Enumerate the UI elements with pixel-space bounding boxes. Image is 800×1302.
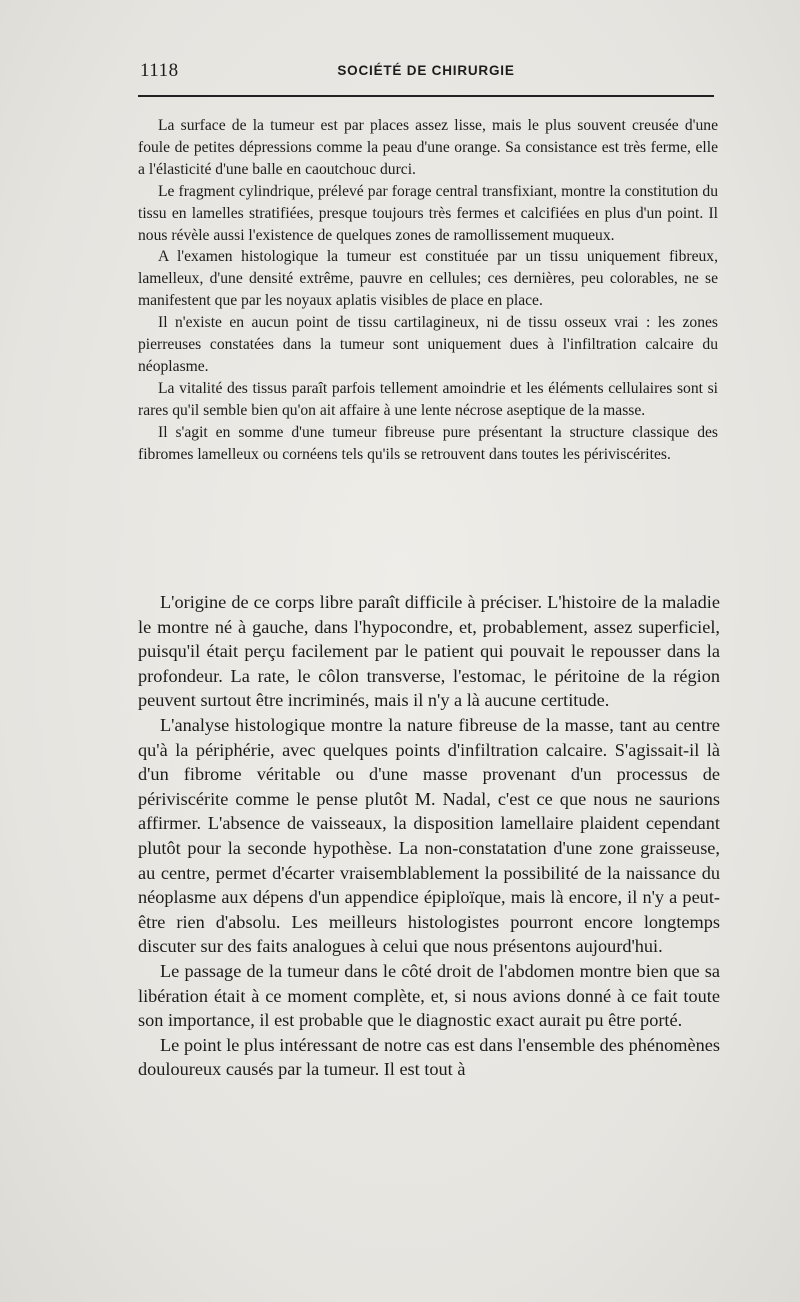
tumor-description-section [138,115,718,466]
running-head: SOCIÉTÉ DE CHIRURGIE [337,63,515,78]
page-header [138,56,714,86]
paragraph-histology: A l'examen histologique la tumeur est constituée par un tissu uniquement fibreux, lamelleux, d'une densité extrême, pauvre en cellules; ces dernières, peu colorables, ne se manifestent que par les noyaux aplatis visibles de place en place. [138,248,718,310]
paragraph-summary: Il s'agit en somme d'une tumeur fibreuse pure présentant la structure classique des fibromes lamelleux ou cornéens tels qu'ils se retrouvent dans toutes les périviscérites. [138,423,718,463]
paragraph-pain: Le point le plus intéressant de notre cas est dans l'ensemble des phénomènes douloureux causés par la tumeur. Il est tout à [138,1034,720,1080]
paragraph-surface: La surface de la tumeur est par places assez lisse, mais le plus souvent creusée d'une foule de petites dépressions comme la peau d'une orange. Sa consistance est très ferme, elle a l'élasticité d'une balle en caoutchouc durci. [138,117,718,178]
paragraph-passage: Le passage de la tumeur dans le côté droit de l'abdomen montre bien que sa libération était à ce moment complète, et, si nous avions donné à ce fait toute son importance, il est probable que le diagnostic exact aurait pu être porté. [138,960,720,1031]
paragraph-fragment: Le fragment cylindrique, prélevé par forage central transfixiant, montre la constitution du tissu en lamelles stratifiées, presque toujours très fermes et calcifiées en plus d'un point. Il nous révèle aussi l'existence de quelques zones de ramollissement muqueux. [138,182,718,244]
paragraph-origin: L'origine de ce corps libre paraît difficile à préciser. L'histoire de la maladie le montre né à gauche, dans l'hypocondre, et, probablement, assez superficiel, puisqu'il était perçu facilement par le patient qui pouvait le repousser dans la profondeur. La rate, le côlon transverse, l'estomac, le péritoine de la région peuvent surtout être incriminés, mais il n'y a là aucune certitude. [138,592,720,711]
paragraph-analysis: L'analyse histologique montre la nature fibreuse de la masse, tant au centre qu'à la périphérie, avec quelques points d'infiltration calcaire. S'agissait-il là d'un fibrome véritable ou d'une masse provenant d'un processus de périviscérite comme le pense plutôt M. Nadal, c'est ce que nous ne saurions affirmer. L'absence de vaisseaux, la disposition lamellaire plaident cependant plutôt pour la seconde hypothèse. La non-constatation d'une zone graisseuse, au centre, permet d'écarter vraisemblablement la possibilité de la naissance du néoplasme aux dépens d'un appendice épiploïque, mais là encore, il n'y a peut-être rien d'absolu. Les meilleurs histologistes pourront encore longtemps discuter sur des faits analogues à celui que nous présentons aujourd'hui. [138,714,720,957]
paragraph-vitality: La vitalité des tissus paraît parfois tellement amoindrie et les éléments cellulaires sont si rares qu'il semble bien qu'on ait affaire à une lente nécrose aseptique de la masse. [138,379,718,419]
header-rule [138,95,714,97]
paragraph-no-cartilage: Il n'existe en aucun point de tissu cartilagineux, ni de tissu osseux vrai : les zones pierreuses constatées dans la tumeur sont uniquement dues à l'infiltration calcaire du néoplasme. [138,314,718,375]
discussion-section [138,590,720,1082]
page-number: 1118 [140,60,179,81]
